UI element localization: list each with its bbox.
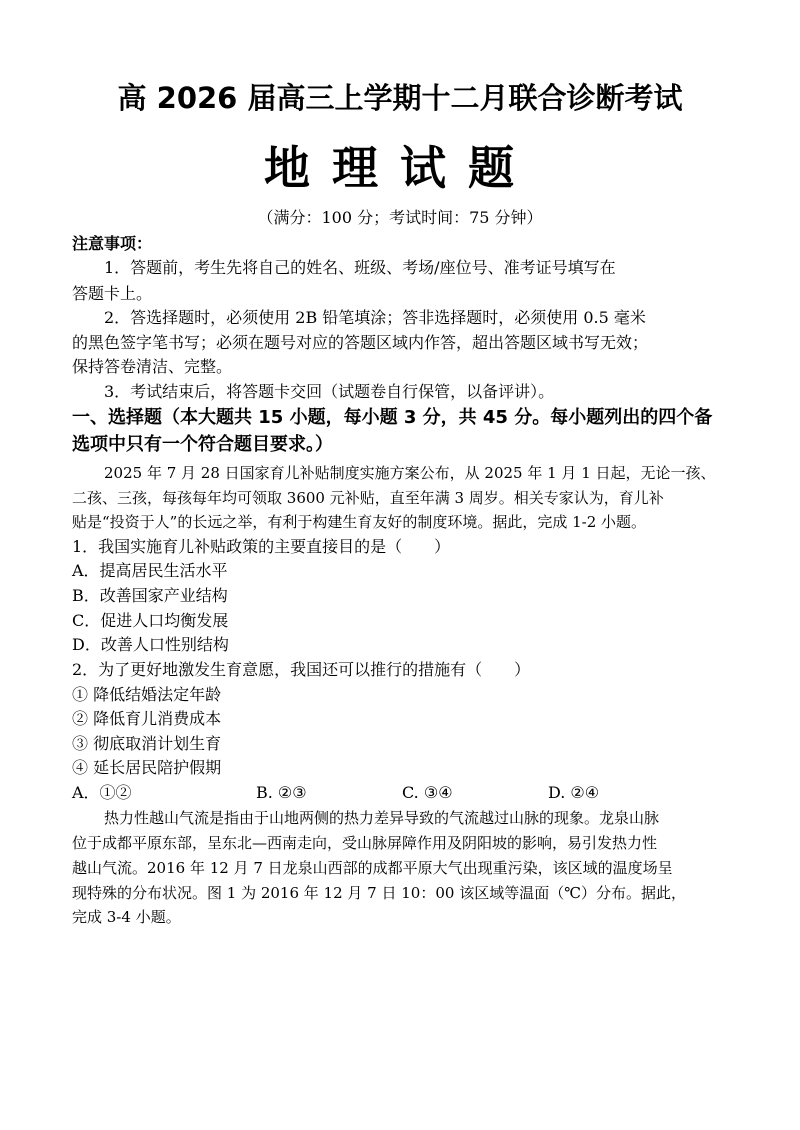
section-1-heading-line-2: 选项中只有一个符合题目要求。） <box>72 434 333 455</box>
question-1-option-b: B．改善国家产业结构 <box>72 586 228 605</box>
question-2-option-c: C. ③④ <box>402 783 453 802</box>
question-2-statement-1: ① 降低结婚法定年龄 <box>72 685 222 704</box>
notice-item-2-line-2: 的黑色签字笔书写；必须在题号对应的答题区域内作答，超出答题区域书写无效； <box>72 333 649 352</box>
notice-item-2-line-3: 保持答卷清洁、完整。 <box>72 357 233 376</box>
passage-2-line-5: 完成 3-4 小题。 <box>72 908 181 926</box>
exam-title: 高 2026 届高三上学期十二月联合诊断考试 <box>117 81 683 115</box>
question-2-option-d: D. ②④ <box>548 783 600 802</box>
subject-title: 地理试题 <box>264 141 536 195</box>
passage-1-line-1: 2025 年 7 月 28 日国家育儿补贴制度实施方案公布，从 2025 年 1 月 1 日起，无论一孩、 <box>104 464 716 482</box>
question-1-option-d: D．改善人口性别结构 <box>72 635 229 654</box>
section-1-heading-line-1: 一、选择题（本大题共 15 小题，每小题 3 分，共 45 分。每小题列出的四个备 <box>72 407 713 428</box>
question-2-stem: 2．为了更好地激发生育意愿，我国还可以推行的措施有（ ） <box>72 660 531 679</box>
question-2-statement-2: ② 降低育儿消费成本 <box>72 709 222 728</box>
notice-item-1-line-2: 答题卡上。 <box>72 284 153 303</box>
notice-item-1-line-1: 1．答题前，考生先将自己的姓名、班级、考场/座位号、准考证号填写在 <box>104 258 616 277</box>
passage-1-line-2: 二孩、三孩，每孩每年均可领取 3600 元补贴，直至年满 3 周岁。相关专家认为，育儿补 <box>72 489 664 507</box>
passage-2-line-3: 越山气流。2016 年 12 月 7 日龙泉山西部的成都平原大气出现重污染，该区域的温度场呈 <box>72 859 673 877</box>
passage-2-line-2: 位于成都平原东部，呈东北—西南走向，受山脉屏障作用及阴阳坡的影响，易引发热力性 <box>72 834 658 852</box>
question-2-option-b: B. ②③ <box>256 783 307 802</box>
question-2-option-a: A．①② <box>72 783 132 802</box>
passage-1-line-3: 贴是“投资于人”的长远之举，有利于构建生育友好的制度环境。据此，完成 1-2 小题。 <box>72 513 647 531</box>
notice-heading: 注意事项： <box>72 234 153 253</box>
passage-2-line-4: 现特殊的分布状况。图 1 为 2016 年 12 月 7 日 10：00 该区域等温面（℃）分布。据此， <box>72 884 686 902</box>
question-1-stem: 1．我国实施育儿补贴政策的主要直接目的是（ ） <box>72 537 451 556</box>
question-2-statement-3: ③ 彻底取消计划生育 <box>72 734 222 753</box>
question-2-statement-4: ④ 延长居民陪护假期 <box>72 758 222 777</box>
question-1-option-c: C．促进人口均衡发展 <box>72 611 229 630</box>
score-info: （满分：100 分；考试时间：75 分钟） <box>257 208 543 227</box>
question-1-option-a: A．提高居民生活水平 <box>72 561 228 580</box>
notice-item-3-line-1: 3．考试结束后，将答题卡交回（试题卷自行保管，以备评讲）。 <box>104 382 555 401</box>
notice-item-2-line-1: 2．答选择题时，必须使用 2B 铅笔填涂；答非选择题时，必须使用 0.5 毫米 <box>104 308 646 327</box>
passage-2-line-1: 热力性越山气流是指由于山地两侧的热力差异导致的气流越过山脉的现象。龙泉山脉 <box>104 809 660 827</box>
